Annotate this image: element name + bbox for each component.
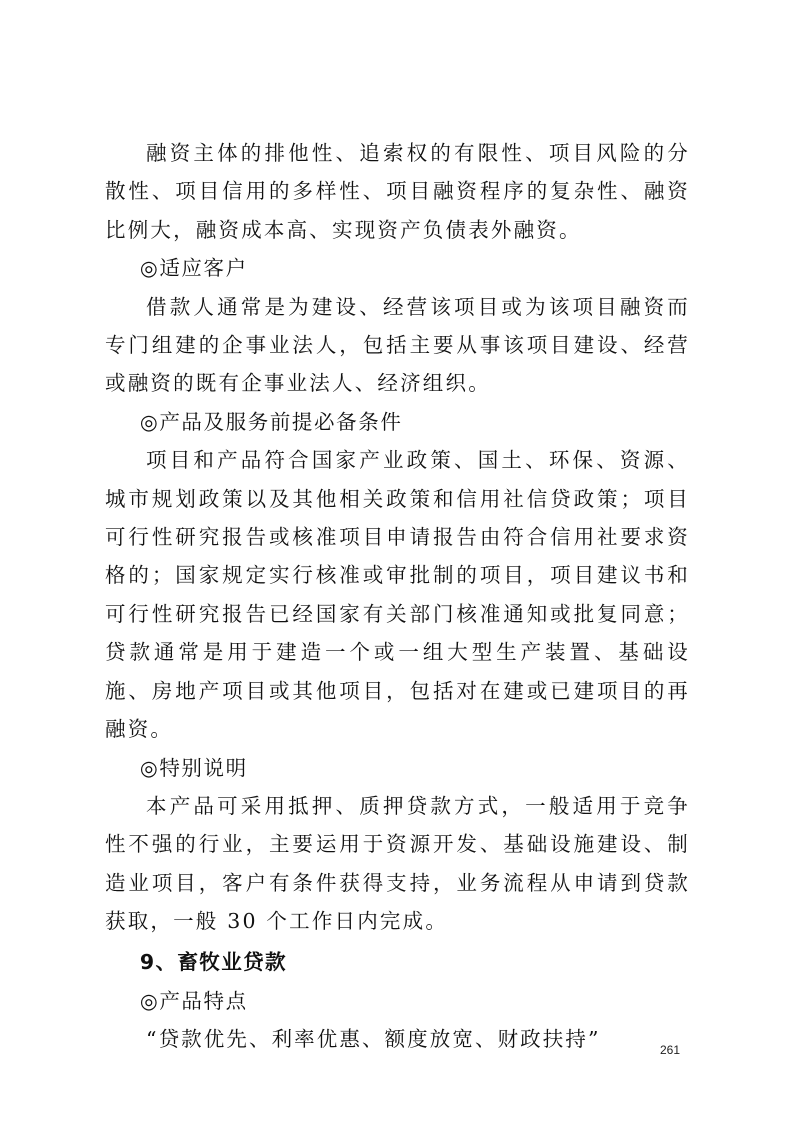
section-title-livestock-loan: 9、畜牧业贷款 [139, 949, 287, 974]
paragraph-financing-features: 融资主体的排他性、追索权的有限性、项目风险的分散性、项目信用的多样性、项目融资程序的复杂性、融资比例大，融资成本高、实现资产负债表外融资。 [105, 141, 690, 242]
product-slogan: “贷款优先、利率优惠、额度放宽、财政扶持” [146, 1027, 601, 1052]
page-number: 261 [660, 1043, 681, 1057]
page-body [105, 134, 690, 1059]
heading-product-features: ◎产品特点 [139, 988, 248, 1013]
heading-special-notes: ◎特别说明 [139, 755, 248, 780]
paragraph-special-notes: 本产品可采用抵押、质押贷款方式，一般适用于竞争性不强的行业，主要运用于资源开发、基础设施建设、制造业项目，客户有条件获得支持，业务流程从申请到贷款获取，一般 30 个工作日内完成。 [105, 793, 690, 934]
heading-suitable-customers: ◎适应客户 [139, 256, 248, 281]
paragraph-prerequisites: 项目和产品符合国家产业政策、国土、环保、资源、城市规划政策以及其他相关政策和信用社信贷政策；项目可行性研究报告或核准项目申请报告由符合信用社要求资格的；国家规定实行核准或审批制的项目，项目建议书和可行性研究报告已经国家有关部门核准通知或批复同意；贷款通常是用于建造一个或一组大型生产装置、基础设施、房地产项目或其他项目，包括对在建或已建项目的再融资。 [105, 448, 690, 742]
heading-prerequisites: ◎产品及服务前提必备条件 [139, 409, 403, 434]
paragraph-suitable-customers: 借款人通常是为建设、经营该项目或为该项目融资而专门组建的企事业法人，包括主要从事该项目建设、经营或融资的既有企事业法人、经济组织。 [105, 294, 690, 396]
